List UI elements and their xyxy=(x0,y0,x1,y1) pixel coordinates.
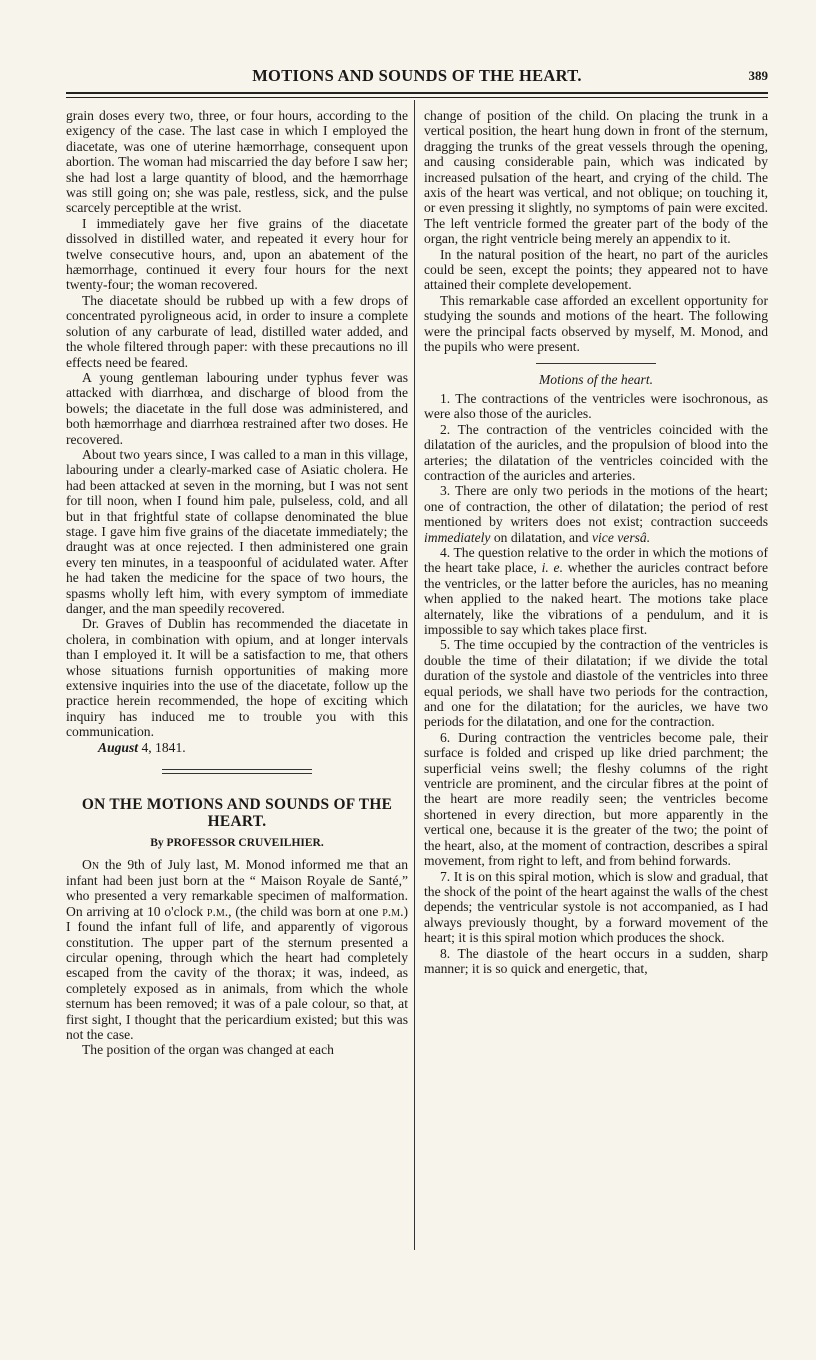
paragraph-text: ) I found the infant full of life, and apparently of vigorous constitution. The upper part of the sternum presented a circular opening, through which the heart had completely escaped from the cavity of the thorax; it was, indeed, as completely exposed as in animals, from which the whole sternum has been removed; it was of a pale colour, so that, at first sight, I thought that the pericardium existed; but this was not the case. xyxy=(66,903,408,1042)
running-title: MOTIONS AND SOUNDS OF THE HEART. xyxy=(252,66,582,85)
paragraph: The position of the organ was changed at each xyxy=(82,1042,334,1058)
time-marker: p.m. xyxy=(206,903,229,919)
article-title: ON THE MOTIONS AND SOUNDS OF THE HEART. xyxy=(81,796,393,831)
byline: By PROFESSOR CRUVEILHIER. xyxy=(150,837,324,850)
paragraph: change of position of the child. On placing the trunk in a vertical position, the heart hung down in front of the sternum, dragging the trunks of the great vessels through the opening, and causing considerable pain, which was indicated by increased pulsation of the heart, and crying of the child. The axis of the heart was vertical, and not oblique; on touching it, or even pressing it slightly, no symptoms of pain were excited. The left ventricle formed the greater part of the body of the organ, the right ventricle being merely an appendix to it. xyxy=(424,108,768,247)
paragraph: Dr. Graves of Dublin has recommended the diacetate in cholera, in combination with opium, and at longer intervals than I employed it. It will be a satisfaction to me, that others whose situations furnish opportunities of making more extensive inquiries into the use of the diacetate, follow up the practice herein recommended, the hope of exciting which inquiry has induced me to trouble you with this communication. xyxy=(66,616,408,740)
section-rule xyxy=(536,363,656,364)
header-rule xyxy=(66,92,768,98)
running-head xyxy=(66,64,768,88)
item-emphasis: immediately xyxy=(424,529,491,545)
right-column xyxy=(424,108,768,976)
numbered-item: 8. The diastole of the heart occurs in a sudden, sharp manner; it is so quick and energetic, that, xyxy=(424,945,768,976)
paragraph-text: the 9th of July last, M. Monod informed me that an infant had been just born at the “ Maison Royale de Santé,” who presented a very remarkable specimen of malformation. On arriving at 10 o'clock xyxy=(66,857,408,919)
numbered-item xyxy=(424,483,768,545)
signoff-day-year: 4, 1841. xyxy=(138,739,186,755)
article-separator-rule xyxy=(162,769,312,774)
item-emphasis: vice versâ. xyxy=(592,529,651,545)
paragraph: The diacetate should be rubbed up with a few drops of concentrated pyroligneous acid, in order to insure a complete solution of any carburate of lead, distilled water added, and the whole filtered through paper: with these precautions no ill effects need be feared. xyxy=(66,292,408,370)
item-text: whether the auricles contract before the ventricles, or the latter before the auricles, has no meaning when applied to the naked heart. The motions take place alternately, like the vibrations of a pendulum, and it is impossible to say which takes place first. xyxy=(424,560,768,637)
section-heading: Motions of the heart. xyxy=(538,371,654,387)
numbered-item: 1. The contractions of the ventricles were isochronous, as were also those of the auricles. xyxy=(424,390,768,422)
paragraph: This remarkable case afforded an excellent opportunity for studying the sounds and motions of the heart. The following were the principal facts observed by myself, M. Monod, and the pupils who were present. xyxy=(424,292,768,355)
column-divider xyxy=(414,100,415,1250)
numbered-item: 5. The time occupied by the contraction of the ventricles is double the time of their dilatation; if we divide the total duration of the systole and diastole of the ventricles into three equal periods, we shall have two periods for the contraction, and one for the dilatation; for the auricles, we have two periods for the dilatation, and one for the contraction. xyxy=(424,637,768,730)
paragraph: grain doses every two, three, or four hours, according to the exigency of the case. The last case in which I employed the diacetate, was one of uterine hæmorrhage, consequent upon abortion. The woman had miscarried the day before I saw her; she had lost a large quantity of blood, and the hæmorrhage was still going on; she was pale, restless, sick, and the pulse scarcely perceptible at the wrist. xyxy=(66,108,408,216)
page-number: 389 xyxy=(748,68,768,83)
paragraph-text: , (the child was born at one xyxy=(228,903,383,919)
paragraph: In the natural position of the heart, no part of the auricles could be seen, except the points; they appeared not to have attained their complete developement. xyxy=(424,246,768,293)
numbered-item: 2. The contraction of the ventricles coincided with the dilatation of the auricles, and the propulsion of blood into the arteries; the dilatation of the ventricles coincided with the contraction of the auricles and arteries. xyxy=(424,421,768,483)
paragraph: About two years since, I was called to a man in this village, labouring under a clearly-marked case of Asiatic cholera. He had been attacked at seven in the morning, but I was not sent for till noon, when I found him pale, pulseless, cold, and all but in that frightful state of collapse denominated the blue stage. I gave him five grains of the diacetate immediately; the draught was at once rejected. I then administered one grain every ten minutes, in a teaspoonful of acidulated water. After he had taken the medicine for the space of two hours, the spasms wholly left him, with every symptom of immediate danger, and the man speedily recovered. xyxy=(66,446,408,616)
paragraph: A young gentleman labouring under typhus fever was attacked with diarrhœa, and discharge of blood from the bowels; the diacetate in the full dose was administered, and both hæmorrhage and diarrhœa restrained after two doses. He recovered. xyxy=(66,369,408,447)
left-column xyxy=(66,108,408,1058)
item-text: 4. The question relative to the order in which the motions of the heart take place, xyxy=(424,544,768,576)
paragraph: I immediately gave her five grains of the diacetate dissolved in distilled water, and repeated it every hour for twelve consecutive hours, and, upon an abatement of the hæmorrhage, continued it every four hours for the next twenty-four; the woman recovered. xyxy=(66,215,408,293)
article-opening-paragraph xyxy=(66,857,408,1042)
item-text: 3. There are only two periods in the motions of the heart; one of contraction, the other of dilatation; the period of rest mentioned by writers does not exist; contraction succeeds xyxy=(424,483,768,530)
numbered-item: 6. During contraction the ventricles become pale, their surface is folded and crisped up like dried parchment; the superficial veins swell; the fleshy columns of the right ventricle are prominent, and the circular fibres at the point of the heart are more readily seen; the ventricles become shortened in every direction, but more apparently in the vertical one, because it is the greater of the two; the point of the heart, also, at the moment of contraction, describes a spiral movement, from right to left, and from behind forwards. xyxy=(424,729,768,869)
time-marker: p.m. xyxy=(382,903,404,919)
numbered-item: 7. It is on this spiral motion, which is slow and gradual, that the shock of the point of the heart against the walls of the chest depends; the ventricular systole is not accompanied, as I had always previously thought, by a forward movement of the heart; it is this spiral motion which produces the shock. xyxy=(424,868,768,946)
item-text: on dilatation, and xyxy=(490,529,592,545)
signoff-date xyxy=(66,740,408,755)
lead-word: On xyxy=(82,857,100,873)
signoff-month: August xyxy=(98,739,139,755)
item-emphasis: i. e. xyxy=(541,560,563,576)
numbered-item xyxy=(424,545,768,637)
